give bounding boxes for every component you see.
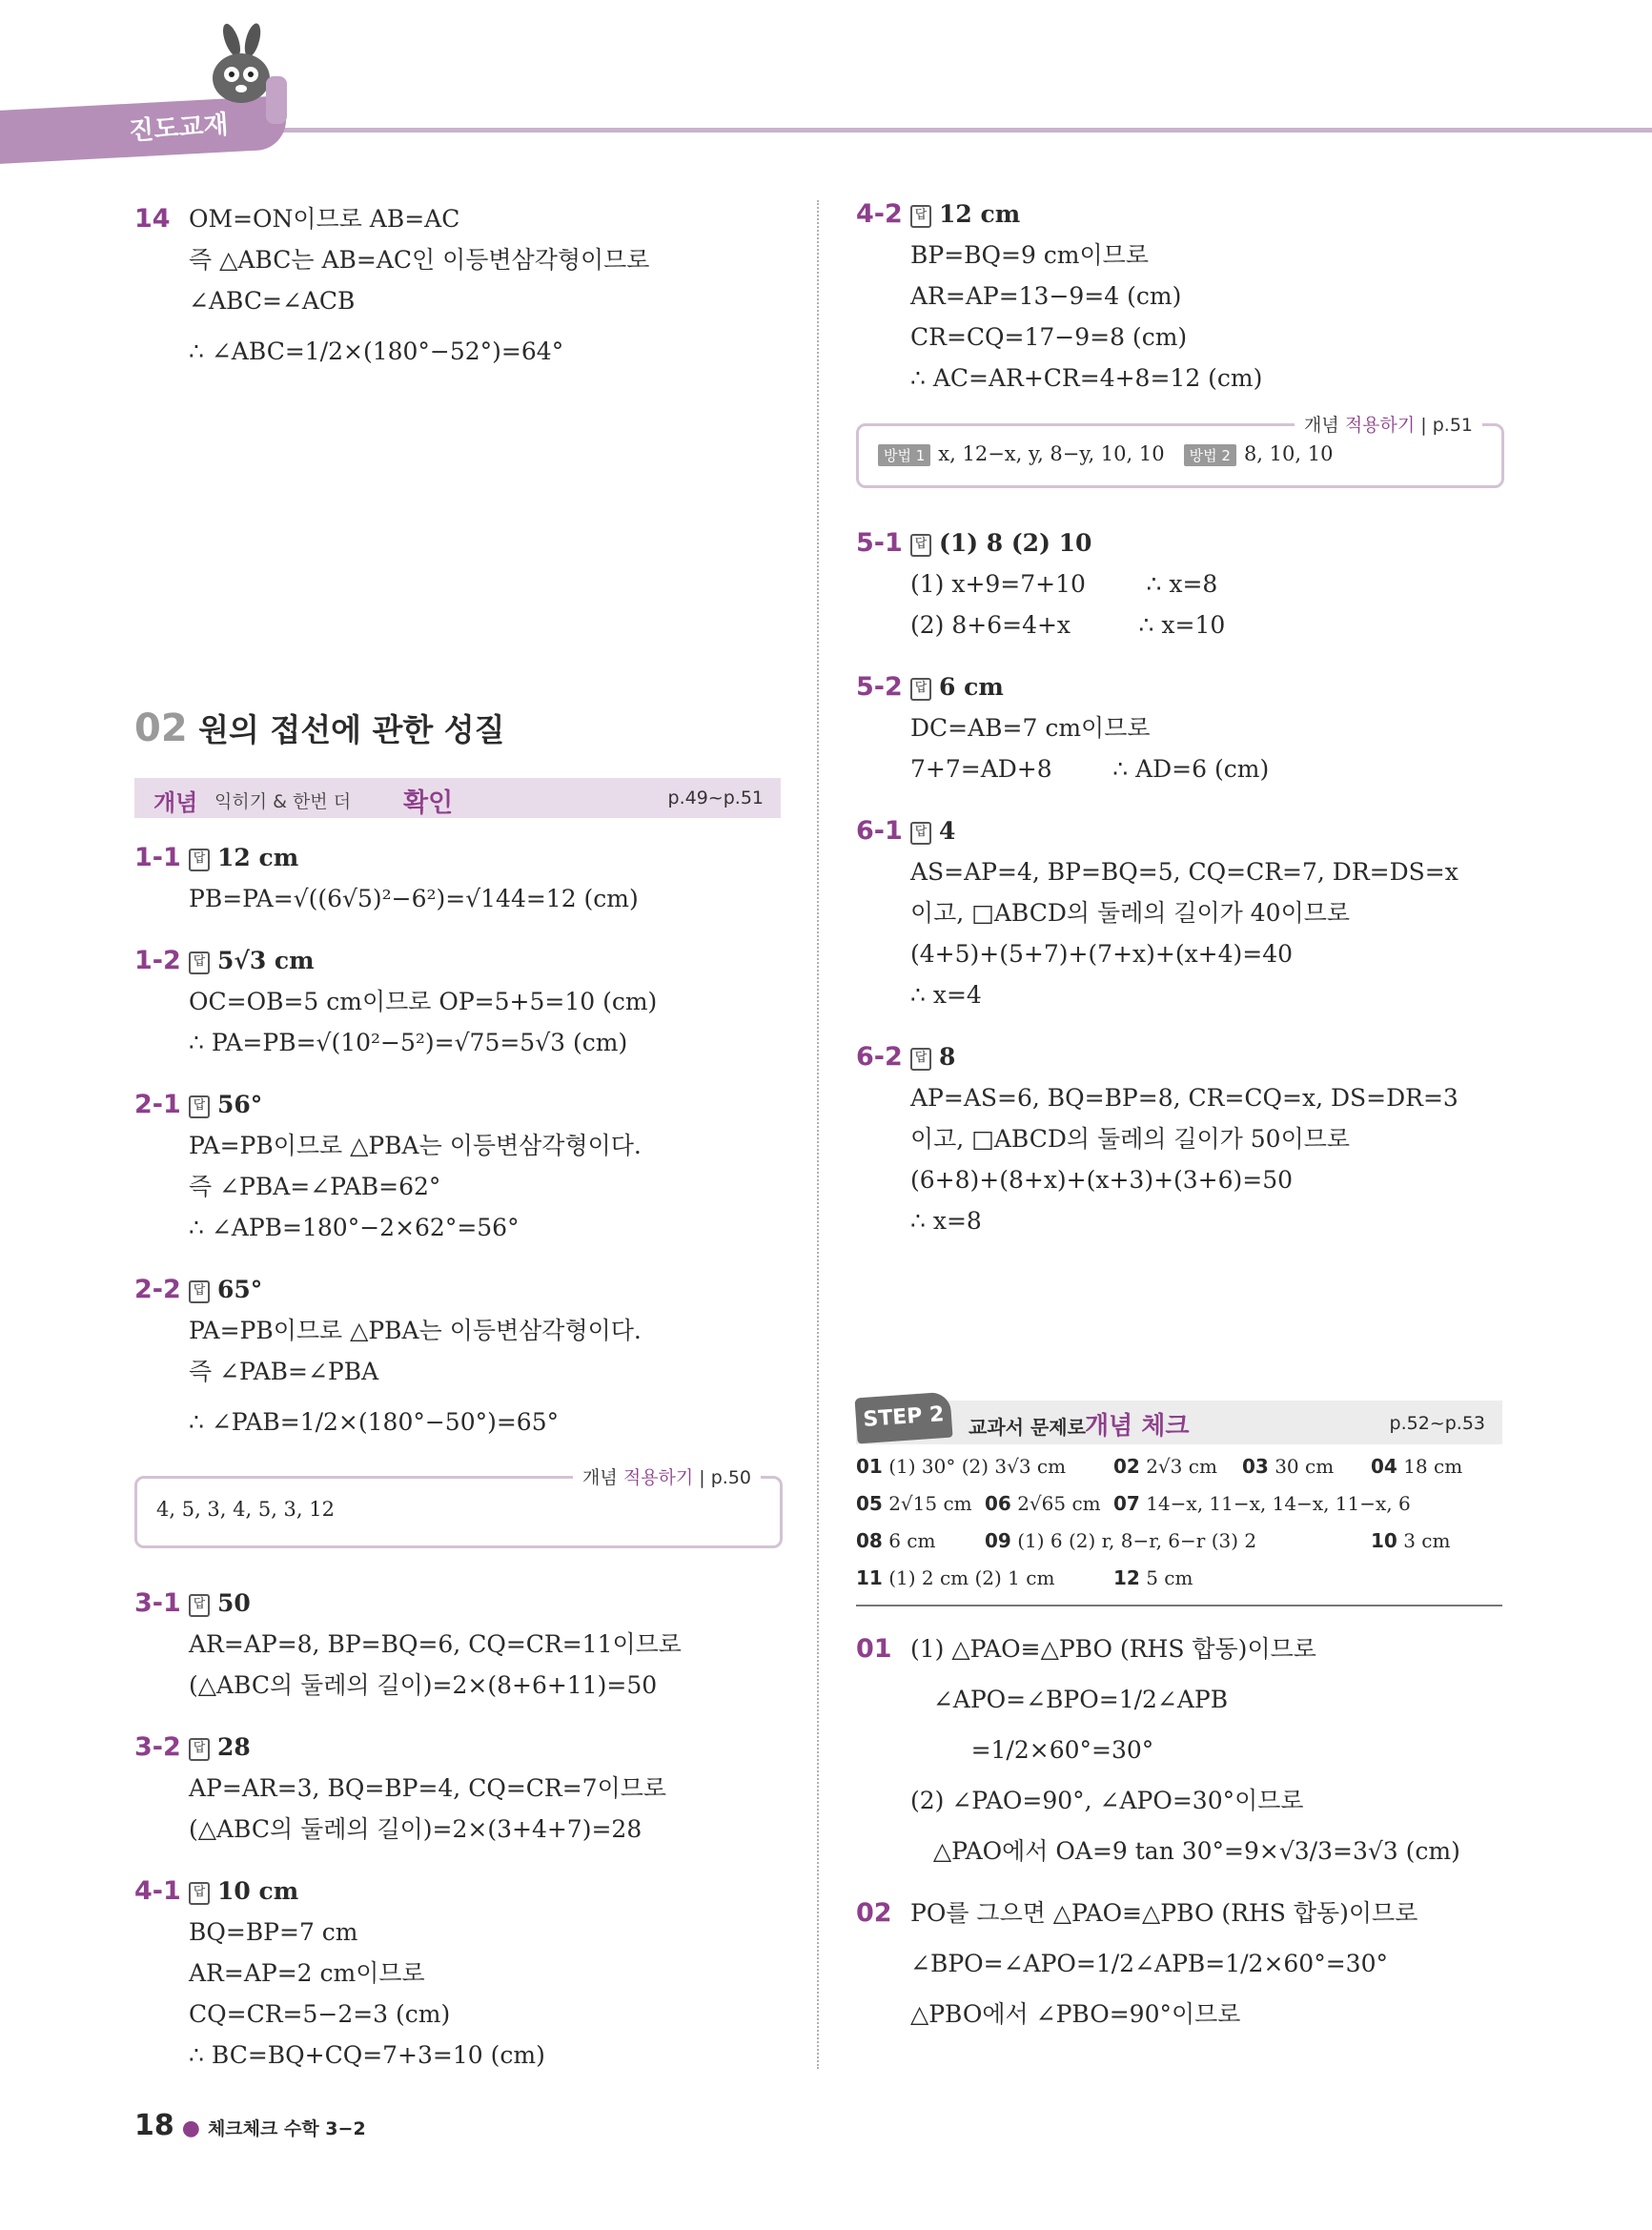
answer-row: 11 (1) 2 cm (2) 1 cm 12 5 cm xyxy=(856,1566,1193,1589)
book-title: 체크체크 수학 3−2 xyxy=(207,2118,366,2139)
solution-item xyxy=(134,1269,783,1442)
answer-value: 8 xyxy=(939,1043,956,1071)
solution-line: PA=PB이므로 △PBA는 이등변삼각형이다. xyxy=(189,1317,642,1344)
item-number: 01 xyxy=(856,1634,892,1664)
answer-value: 65° xyxy=(217,1276,263,1303)
concept-bar xyxy=(134,778,781,818)
item-number: 1-1 xyxy=(134,843,181,872)
solution-line: BQ=BP=7 cm xyxy=(189,1918,358,1946)
method-1-content: x, 12−x, y, 8−y, 10, 10 xyxy=(938,442,1165,465)
footer-bullet-icon: ● xyxy=(181,2117,200,2140)
solution-line: AR=AP=13−9=4 (cm) xyxy=(910,282,1182,310)
solution-line: 이고, □ABCD의 둘레의 길이가 40이므로 xyxy=(910,899,1351,927)
solution-line: (4+5)+(5+7)+(7+x)+(x+4)=40 xyxy=(910,940,1294,968)
solution-line: CQ=CR=5−2=3 (cm) xyxy=(189,2000,451,2028)
item-number: 02 xyxy=(856,1898,892,1928)
solution-line: (1) x+9=7+10 ∴ x=8 xyxy=(910,570,1218,598)
solution-line: BP=BQ=9 cm이므로 xyxy=(910,241,1149,269)
concept-bar-pages: p.49~p.51 xyxy=(667,788,764,808)
apply-box-tag: 개념 적용하기 | p.51 xyxy=(1295,411,1482,437)
item-number: 6-2 xyxy=(856,1042,903,1072)
column-divider xyxy=(817,200,819,2069)
solution-item xyxy=(856,1628,1504,1872)
answer-icon: 답 xyxy=(189,1594,210,1617)
solution-line: ∠APO=∠BPO=1/2∠APB xyxy=(910,1686,1229,1713)
concept-bar-label: 개념 xyxy=(153,789,198,816)
solution-line: ∴ PA=PB=√(10²−5²)=√75=5√3 (cm) xyxy=(189,1029,628,1056)
solution-line: AR=AP=2 cm이므로 xyxy=(189,1959,425,1987)
solution-line: ∴ x=8 xyxy=(910,1207,982,1235)
solution-item xyxy=(856,194,1504,399)
solution-item xyxy=(134,837,783,919)
solution-line: ∠BPO=∠APO=1/2∠APB=1/2×60°=30° xyxy=(910,1950,1388,1977)
concept-bar-sub: 익히기 & 한번 더 xyxy=(214,791,352,812)
solution-item xyxy=(134,1583,783,1706)
solution-line: ∴ ∠ABC=1/2×(180°−52°)=64° xyxy=(189,338,564,365)
step-bar-pages: p.52~p.53 xyxy=(1389,1413,1485,1434)
answer-value: 28 xyxy=(217,1733,251,1761)
solution-item xyxy=(856,666,1504,789)
item-number: 5-2 xyxy=(856,672,903,702)
left-column-mid xyxy=(134,837,783,1463)
solution-line: AS=AP=4, BP=BQ=5, CQ=CR=7, DR=DS=x xyxy=(910,858,1458,886)
solution-line: 7+7=AD+8 ∴ AD=6 (cm) xyxy=(910,755,1270,783)
answer-icon: 답 xyxy=(189,849,210,871)
answer-icon: 답 xyxy=(189,951,210,974)
answer-value: (1) 8 (2) 10 xyxy=(939,529,1092,557)
solution-line: ∴ ∠PAB=1/2×(180°−50°)=65° xyxy=(189,1408,560,1436)
step-badge: STEP 2 xyxy=(854,1392,952,1444)
answer-row: 05 2√15 cm 06 2√65 cm 07 14−x, 11−x, 14−x, 11−x, 6 xyxy=(856,1492,1411,1515)
solution-line: 이고, □ABCD의 둘레의 길이가 50이므로 xyxy=(910,1125,1351,1153)
right-column-bottom xyxy=(856,1628,1504,2056)
solution-item xyxy=(856,1892,1504,2035)
answer-value: 4 xyxy=(939,817,956,845)
answer-icon: 답 xyxy=(189,1280,210,1303)
item-number: 14 xyxy=(134,204,171,234)
solution-line: (2) ∠PAO=90°, ∠APO=30°이므로 xyxy=(910,1787,1304,1814)
solution-line: △PBO에서 ∠PBO=90°이므로 xyxy=(910,2000,1241,2028)
header-tab-label: 진도교재 xyxy=(128,110,230,147)
step-bar-label: 교과서 문제로 xyxy=(969,1416,1086,1439)
right-column-top xyxy=(856,194,1504,419)
concept-bar-highlight: 확인 xyxy=(403,788,454,818)
answer-icon: 답 xyxy=(189,1882,210,1905)
method-1-label: 방법 1 xyxy=(878,444,930,466)
solution-line: ∴ ∠APB=180°−2×62°=56° xyxy=(189,1214,520,1241)
answer-row: 08 6 cm 09 (1) 6 (2) r, 8−r, 6−r (3) 2 10 3 cm xyxy=(856,1529,1451,1552)
section-title xyxy=(134,706,505,750)
step-bar-highlight: 개념 체크 xyxy=(1085,1412,1190,1441)
solution-line: 즉 ∠PBA=∠PAB=62° xyxy=(189,1173,441,1200)
answer-value: 5√3 cm xyxy=(217,947,315,974)
solution-line: 즉 ∠PAB=∠PBA xyxy=(189,1358,379,1385)
solution-item xyxy=(856,522,1504,645)
solution-line: (2) 8+6=4+x ∴ x=10 xyxy=(910,611,1226,639)
answer-icon: 답 xyxy=(910,205,931,228)
page-footer xyxy=(134,2109,366,2142)
rabbit-mascot-icon xyxy=(186,19,291,124)
answer-grid-rule xyxy=(856,1605,1502,1606)
answer-value: 10 cm xyxy=(217,1877,299,1905)
solution-line: (1) △PAO≡△PBO (RHS 합동)이므로 xyxy=(910,1635,1316,1663)
solution-line: OC=OB=5 cm이므로 OP=5+5=10 (cm) xyxy=(189,988,658,1015)
apply-box-content xyxy=(878,442,1333,466)
step-bar xyxy=(856,1401,1502,1444)
solution-line: AR=AP=8, BP=BQ=6, CQ=CR=11이므로 xyxy=(189,1630,682,1658)
solution-line: ∴ AC=AR+CR=4+8=12 (cm) xyxy=(910,364,1263,392)
left-column-top xyxy=(134,198,783,393)
item-number: 3-2 xyxy=(134,1732,181,1762)
answer-value: 56° xyxy=(217,1091,263,1118)
item-number: 1-2 xyxy=(134,946,181,975)
solution-line: PA=PB이므로 △PBA는 이등변삼각형이다. xyxy=(189,1132,642,1159)
solution-line: (△ABC의 둘레의 길이)=2×(3+4+7)=28 xyxy=(189,1815,642,1843)
left-column-bottom xyxy=(134,1583,783,2097)
section-title-text: 원의 접선에 관한 성질 xyxy=(198,711,505,748)
section-number: 02 xyxy=(134,706,188,750)
answer-icon: 답 xyxy=(189,1738,210,1761)
solution-item xyxy=(134,1084,783,1248)
answer-icon: 답 xyxy=(910,822,931,845)
solution-item xyxy=(134,1727,783,1850)
solution-line: PB=PA=√((6√5)²−6²)=√144=12 (cm) xyxy=(189,885,639,912)
solution-line: △PAO에서 OA=9 tan 30°=9×√3/3=3√3 (cm) xyxy=(910,1837,1460,1865)
solution-line: AP=AR=3, BQ=BP=4, CQ=CR=7이므로 xyxy=(189,1774,667,1802)
answer-row: 01 (1) 30° (2) 3√3 cm 02 2√3 cm 03 30 cm 04 18 cm xyxy=(856,1455,1463,1478)
solution-line: CR=CQ=17−9=8 (cm) xyxy=(910,323,1188,351)
solution-line: DC=AB=7 cm이므로 xyxy=(910,714,1151,742)
apply-box xyxy=(134,1467,783,1548)
solution-line: ∠ABC=∠ACB xyxy=(189,287,356,315)
solution-item xyxy=(134,198,783,372)
solution-line: (6+8)+(8+x)+(x+3)+(3+6)=50 xyxy=(910,1166,1294,1194)
answer-icon: 답 xyxy=(910,534,931,557)
item-number: 2-1 xyxy=(134,1090,181,1119)
item-number: 3-1 xyxy=(134,1588,181,1618)
apply-box-content: 4, 5, 3, 4, 5, 3, 12 xyxy=(156,1498,335,1521)
page-number: 18 xyxy=(134,2109,174,2142)
method-2-content: 8, 10, 10 xyxy=(1243,442,1334,465)
solution-line: ∴ BC=BQ+CQ=7+3=10 (cm) xyxy=(189,2041,545,2069)
answer-grid xyxy=(856,1455,1502,1604)
solution-line: =1/2×60°=30° xyxy=(910,1736,1154,1764)
right-column-mid xyxy=(856,522,1504,1262)
solution-line: ∴ x=4 xyxy=(910,981,982,1009)
solution-item xyxy=(856,810,1504,1015)
solution-line: OM=ON이므로 AB=AC xyxy=(189,205,460,233)
item-number: 4-1 xyxy=(134,1876,181,1906)
answer-value: 12 cm xyxy=(217,844,299,871)
solution-item xyxy=(134,1871,783,2076)
apply-box-tag: 개념 적용하기 | p.50 xyxy=(573,1463,761,1489)
solution-item xyxy=(134,940,783,1063)
answer-value: 12 cm xyxy=(939,200,1021,228)
solution-line: (△ABC의 둘레의 길이)=2×(8+6+11)=50 xyxy=(189,1671,658,1699)
solution-line: AP=AS=6, BQ=BP=8, CR=CQ=x, DS=DR=3 xyxy=(910,1084,1458,1112)
answer-icon: 답 xyxy=(910,1048,931,1071)
item-number: 6-1 xyxy=(856,816,903,846)
solution-line: 즉 △ABC는 AB=AC인 이등변삼각형이므로 xyxy=(189,246,650,274)
solution-item xyxy=(856,1036,1504,1241)
solution-line: PO를 그으면 △PAO≡△PBO (RHS 합동)이므로 xyxy=(910,1899,1418,1927)
method-2-label: 방법 2 xyxy=(1184,444,1236,466)
answer-icon: 답 xyxy=(910,678,931,701)
apply-box xyxy=(856,415,1504,488)
item-number: 4-2 xyxy=(856,199,903,229)
item-number: 5-1 xyxy=(856,528,903,558)
answer-value: 6 cm xyxy=(939,673,1004,701)
answer-value: 50 xyxy=(217,1589,251,1617)
item-number: 2-2 xyxy=(134,1275,181,1304)
answer-icon: 답 xyxy=(189,1095,210,1118)
